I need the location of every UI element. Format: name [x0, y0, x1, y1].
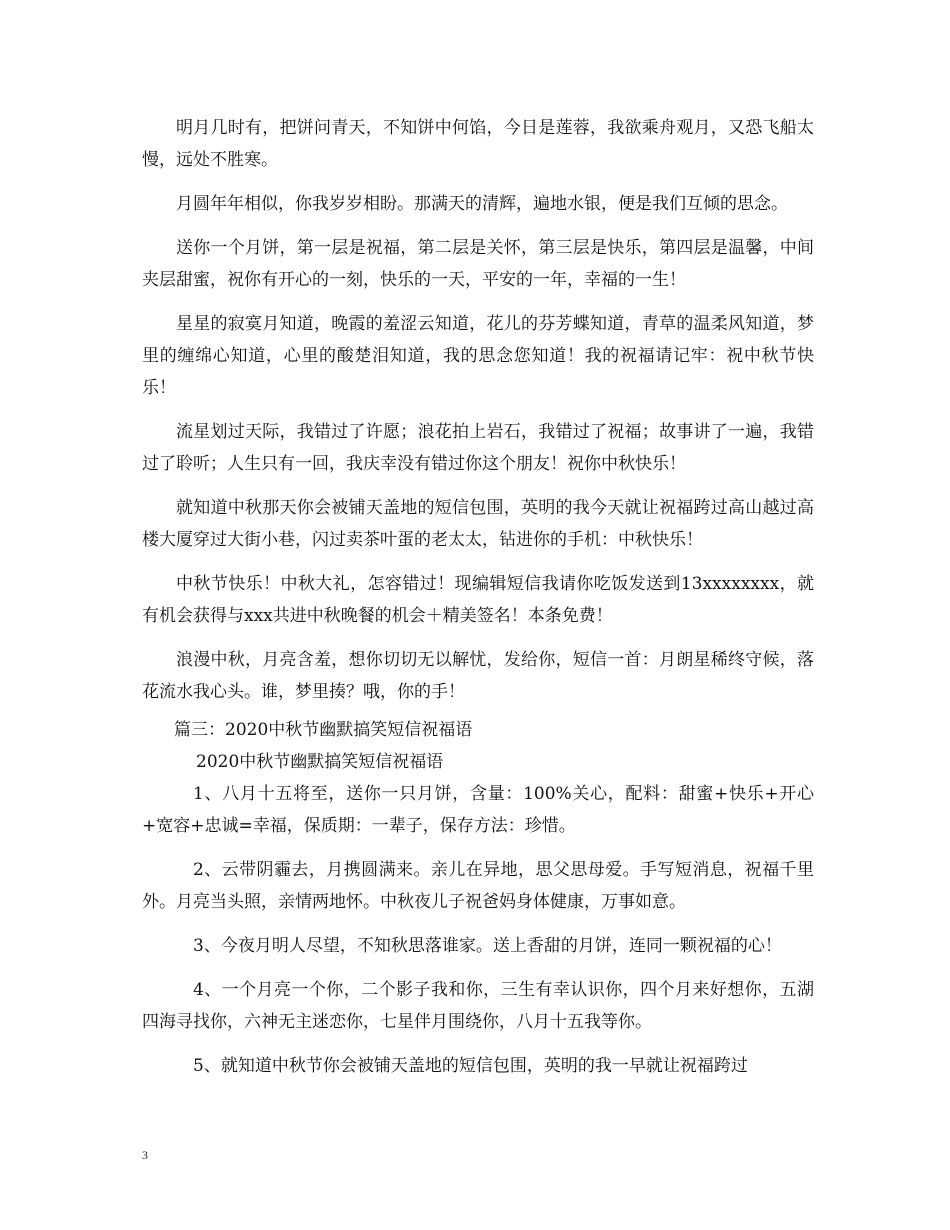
paragraph-3: 送你一个月饼，第一层是祝福，第二层是关怀，第三层是快乐，第四层是温馨，中间夹层甜蜜，祝你有开心的一刻，快乐的一天，平安的一年，幸福的一生！	[142, 238, 814, 290]
list-item-2: 2、云带阴霾去，月携圆满来。亲儿在异地，思父思母爱。手写短消息，祝福千里外。月亮当头照，亲情两地怀。中秋夜儿子祝爸妈身体健康，万事如意。	[142, 860, 814, 912]
list-item-3: 3、今夜月明人尽望，不知秋思落谁家。送上香甜的月饼，连同一颗祝福的心！	[193, 936, 782, 956]
document-body	[142, 112, 814, 1094]
paragraph-8: 浪漫中秋，月亮含羞，想你切切无以解忧，发给你，短信一首：月朗星稀终守候，落花流水我心头。谁，梦里揍？哦，你的手！	[142, 650, 814, 702]
paragraph-5: 流星划过天际，我错过了许愿；浪花拍上岩石，我错过了祝福；故事讲了一遍，我错过了聆听；人生只有一回，我庆幸没有错过你这个朋友！祝你中秋快乐！	[142, 422, 814, 474]
list-item-4: 4、一个月亮一个你，二个影子我和你，三生有幸认识你，四个月来好想你，五湖四海寻找你，六神无主迷恋你，七星伴月围绕你，八月十五我等你。	[142, 980, 814, 1032]
paragraph-1: 明月几时有，把饼问青天，不知饼中何馅，今日是莲蓉，我欲乘舟观月，又恐飞船太慢，远处不胜寒。	[142, 118, 814, 170]
list-item-1: 1、八月十五将至，送你一只月饼，含量：100%关心，配料：甜蜜+快乐+开心+宽容+忠诚=幸福，保质期：一辈子，保存方法：珍惜。	[142, 784, 814, 836]
paragraph-2: 月圆年年相似，你我岁岁相盼。那满天的清辉，遍地水银，便是我们互倾的思念。	[176, 194, 788, 214]
page-number: 3	[142, 1148, 148, 1162]
list-item-5: 5、就知道中秋节你会被铺天盖地的短信包围，英明的我一早就让祝福跨过	[193, 1056, 748, 1076]
section-subheading: 2020中秋节幽默搞笑短信祝福语	[196, 752, 444, 772]
section-heading: 篇三：2020中秋节幽默搞笑短信祝福语	[174, 720, 473, 740]
paragraph-6: 就知道中秋那天你会被铺天盖地的短信包围，英明的我今天就让祝福跨过高山越过高楼大厦穿过大街小巷，闪过卖茶叶蛋的老太太，钻进你的手机：中秋快乐！	[142, 498, 814, 550]
paragraph-7: 中秋节快乐！中秋大礼，怎容错过！现编辑短信我请你吃饭发送到13xxxxxxxx，就有机会获得与xxx共进中秋晚餐的机会＋精美签名！本条免费！	[142, 574, 814, 626]
paragraph-4: 星星的寂寞月知道，晚霞的羞涩云知道，花儿的芬芳蝶知道，青草的温柔风知道，梦里的缠绵心知道，心里的酸楚泪知道，我的思念您知道！我的祝福请记牢：祝中秋节快乐！	[142, 314, 814, 398]
